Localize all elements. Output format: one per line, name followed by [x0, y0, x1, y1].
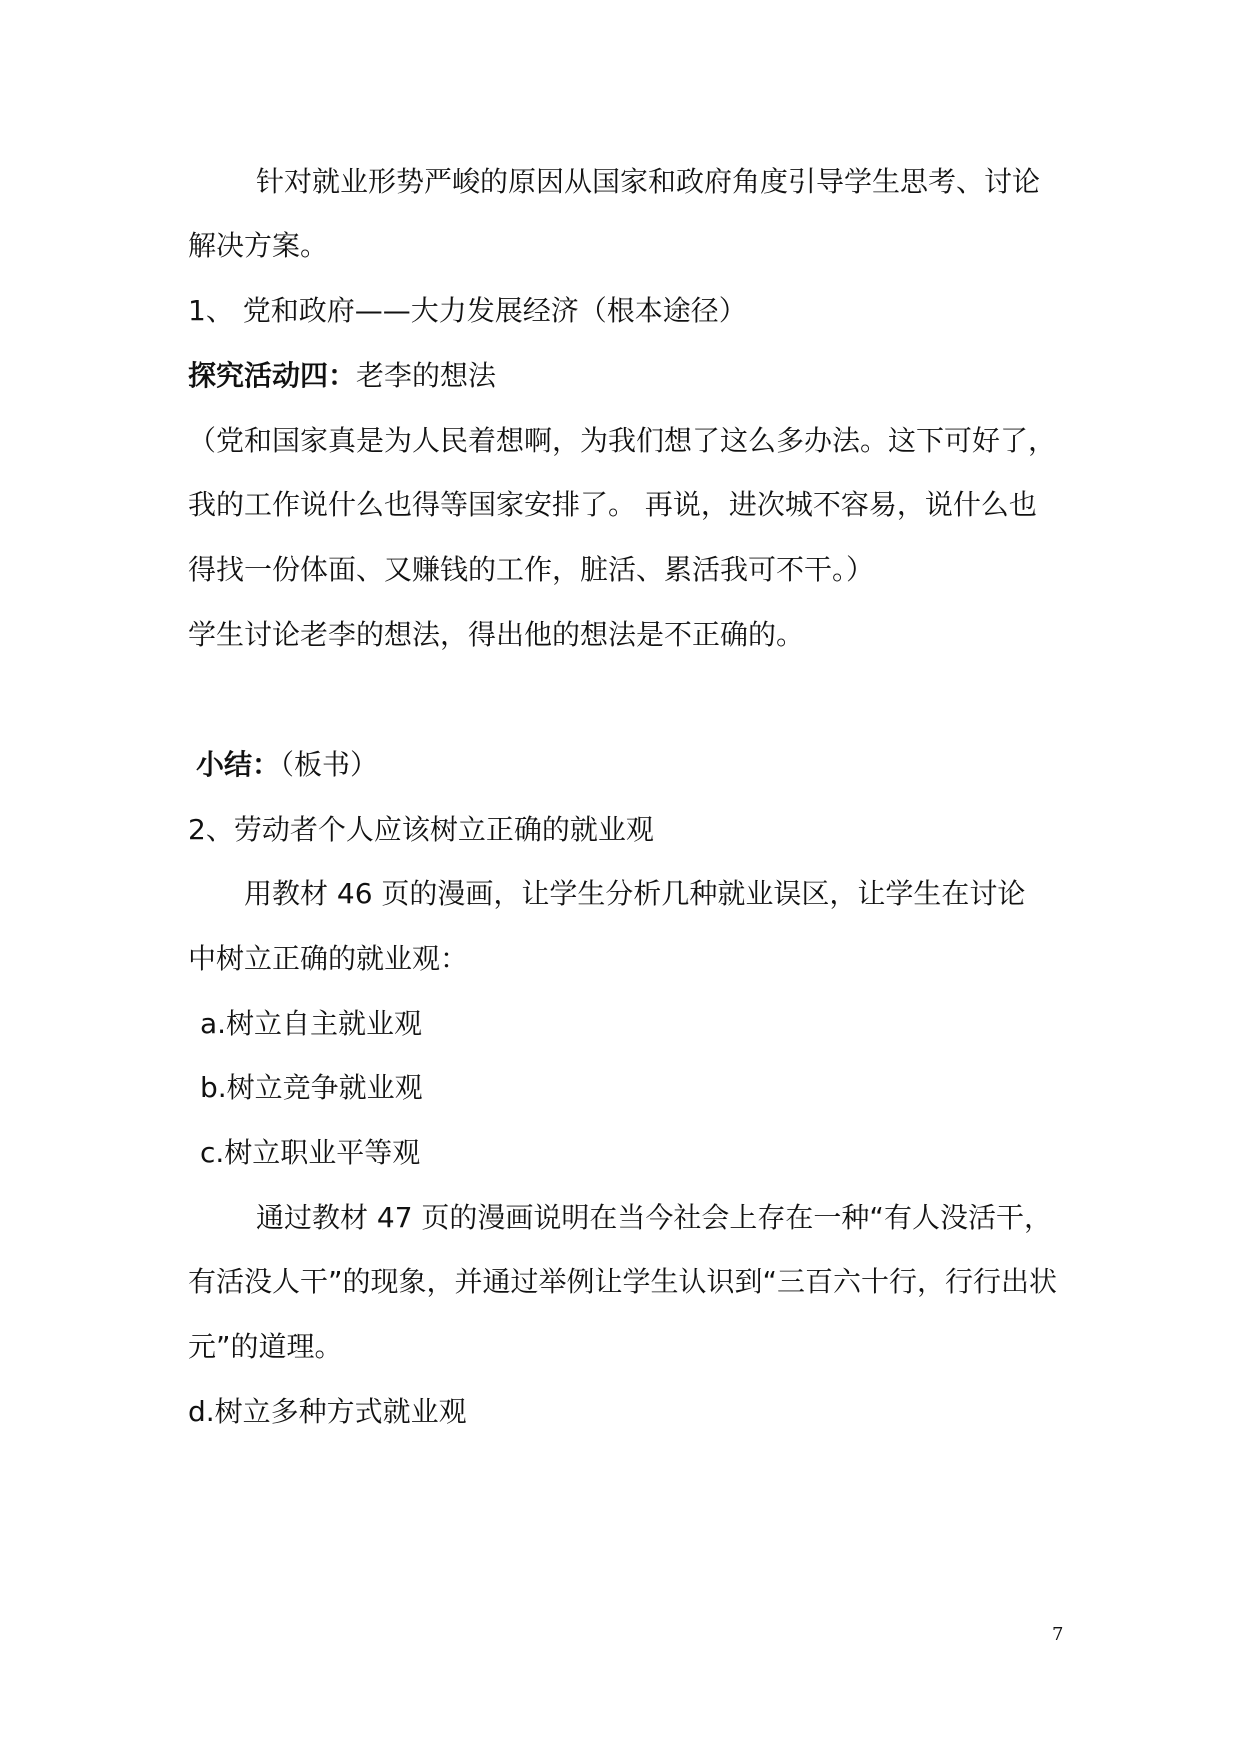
view-b: b.树立竞争就业观	[200, 1071, 423, 1104]
paragraph3-line2: 有活没人干”的现象，并通过举例让学生认识到“三百六十行，行行出状	[188, 1265, 1058, 1298]
summary-note: （板书）	[280, 748, 379, 781]
paragraph1-line2: 解决方案。	[188, 229, 329, 262]
student-discussion: 学生讨论老李的想法，得出他的想法是不正确的。	[188, 618, 805, 651]
paragraph3-line3: 元”的道理。	[188, 1330, 343, 1363]
activity4-title: 老李的想法	[356, 359, 497, 392]
view-c: c.树立职业平等观	[200, 1136, 421, 1169]
summary-label: 小结：	[196, 748, 281, 781]
quote-line1: （党和国家真是为人民着想啊，为我们想了这么多办法。这下可好了，	[188, 424, 1057, 457]
quote-line2: 我的工作说什么也得等国家安排了。 再说，进次城不容易，说什么也	[188, 488, 1037, 521]
item1-heading: 1、 党和政府——大力发展经济（根本途径）	[188, 294, 747, 327]
view-a: a.树立自主就业观	[200, 1007, 423, 1040]
paragraph2-line1: 用教材 46 页的漫画，让学生分析几种就业误区，让学生在讨论	[244, 877, 1026, 910]
activity4-label: 探究活动四：	[188, 359, 357, 392]
item2-heading: 2、劳动者个人应该树立正确的就业观	[188, 813, 654, 846]
quote-line3: 得找一份体面、又赚钱的工作，脏活、累活我可不干。）	[188, 553, 875, 586]
summary-heading	[196, 745, 378, 785]
paragraph2-line2: 中树立正确的就业观：	[188, 942, 469, 975]
paragraph3-line1: 通过教材 47 页的漫画说明在当今社会上存在一种“有人没活干，	[256, 1201, 1052, 1234]
page-number: 7	[1052, 1624, 1064, 1645]
view-d: d.树立多种方式就业观	[188, 1395, 467, 1428]
paragraph1-line1: 针对就业形势严峻的原因从国家和政府角度引导学生思考、讨论	[256, 165, 1041, 198]
activity4-heading	[188, 356, 496, 396]
